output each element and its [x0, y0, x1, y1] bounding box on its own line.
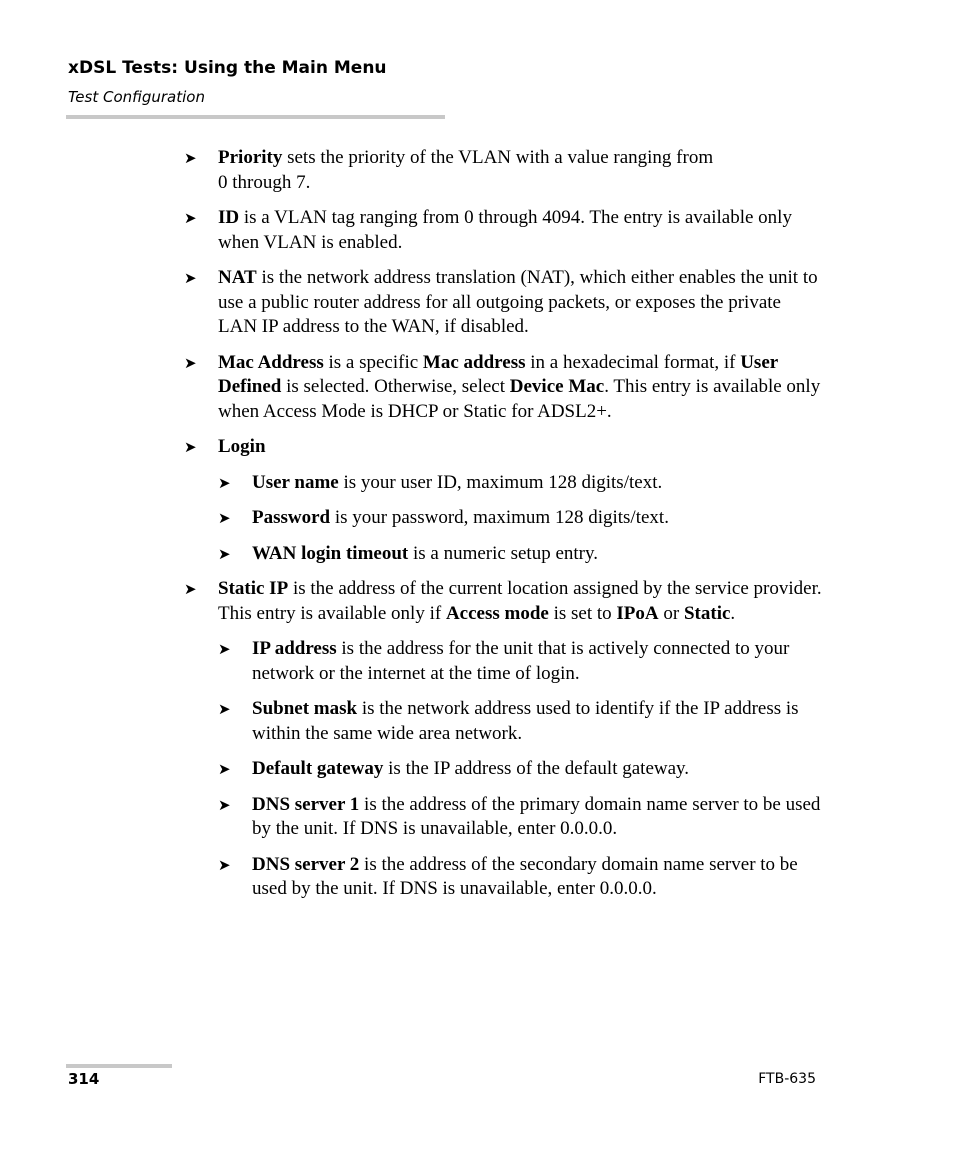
bold-term: Password — [252, 507, 331, 528]
bullet-text — [218, 267, 818, 337]
arrow-bullet-icon: ➤ — [218, 544, 231, 563]
text-run: is the IP address of the default gateway. — [383, 758, 690, 779]
bullet-item — [184, 146, 824, 195]
product-name: FTB-635 — [758, 1071, 816, 1087]
arrow-bullet-icon: ➤ — [218, 640, 231, 658]
page-number: 314 — [68, 1070, 100, 1088]
arrow-bullet-icon: ➤ — [218, 795, 231, 814]
bold-term: User name — [252, 471, 339, 493]
arrow-bullet-icon: ➤ — [218, 509, 231, 527]
text-run: is the address of the secondary domain name server to be used by the unit. If DNS is unavailable, enter 0.0.0.0. — [252, 853, 798, 899]
bold-term: Priority — [218, 147, 283, 168]
arrow-bullet-icon: ➤ — [184, 209, 197, 227]
running-header-title: xDSL Tests: Using the Main Menu — [68, 58, 387, 78]
bold-term: Mac Address — [218, 351, 324, 373]
text-run: in a hexadecimal format, if — [525, 351, 741, 373]
bold-term: ID — [218, 207, 240, 228]
bullet-text — [218, 352, 820, 422]
arrow-bullet-icon: ➤ — [184, 580, 197, 598]
arrow-bullet-icon: ➤ — [218, 855, 231, 874]
text-run: is the address of the current location assigned by the service provider. This entry is available only if — [218, 578, 822, 624]
bullet-text — [252, 794, 820, 840]
sub-bullet-item — [218, 853, 824, 902]
bullet-text — [218, 147, 713, 193]
bullet-text — [252, 698, 799, 744]
footer-divider — [66, 1064, 172, 1068]
text-run: is your user ID, maximum 128 digits/text. — [338, 471, 663, 493]
header-divider — [66, 115, 445, 119]
bullet-item — [184, 266, 824, 340]
sub-bullet-item — [218, 471, 824, 496]
arrow-bullet-icon: ➤ — [184, 438, 197, 456]
bullet-text — [252, 638, 789, 684]
bullet-text — [252, 543, 598, 564]
bold-term: Device Mac — [509, 376, 605, 397]
bullet-text — [218, 578, 822, 624]
body-content — [184, 146, 824, 913]
text-run: sets the priority of the VLAN with a value ranging from — [282, 147, 714, 168]
arrow-bullet-icon: ➤ — [184, 149, 197, 167]
bold-term: DNS server 2 — [252, 853, 360, 875]
text-run: is the network address used to identify if the IP address is within the same wide area network. — [252, 698, 799, 744]
text-run: is set to — [548, 602, 617, 624]
bullet-text — [252, 758, 689, 779]
text-run: is a VLAN tag ranging from 0 through 4094. The entry is available only when VLAN is enabled. — [218, 207, 792, 253]
arrow-bullet-icon: ➤ — [218, 473, 231, 492]
arrow-bullet-icon: ➤ — [184, 269, 197, 287]
bold-term: IPoA — [616, 602, 659, 624]
text-run: is a specific — [323, 351, 423, 373]
bold-term: NAT — [218, 267, 257, 288]
arrow-bullet-icon: ➤ — [184, 353, 197, 372]
bullet-text — [252, 507, 669, 528]
bold-term: DNS server 1 — [252, 793, 360, 815]
bold-term: Subnet mask — [252, 698, 358, 719]
sub-bullet-item — [218, 793, 824, 842]
text-run: is the address for the unit that is actively connected to your network or the internet at the time of login. — [252, 638, 790, 684]
bullet-text — [218, 207, 792, 253]
bullet-text — [252, 854, 798, 900]
sub-bullet-item — [218, 542, 824, 567]
arrow-bullet-icon: ➤ — [218, 700, 231, 718]
text-run: is your password, maximum 128 digits/text. — [330, 507, 669, 528]
text-run: 0 through 7. — [218, 171, 311, 193]
bold-term: Static — [683, 602, 731, 624]
bold-term: Access mode — [445, 602, 549, 624]
text-run: is the address of the primary domain name server to be used by the unit. If DNS is unavailable, enter 0.0.0.0. — [252, 793, 821, 839]
bold-term: Default gateway — [252, 758, 384, 779]
bullet-item — [184, 577, 824, 626]
bold-term: IP address — [252, 638, 337, 659]
bold-term: WAN login timeout — [252, 542, 409, 564]
bullet-item — [184, 351, 824, 425]
bold-term: Static IP — [218, 578, 289, 599]
bold-term: User Defined — [218, 351, 778, 397]
sub-bullet-item — [218, 637, 824, 686]
text-run: is a numeric setup entry. — [408, 542, 599, 564]
text-run: is selected. Otherwise, select — [281, 376, 510, 397]
bullet-text — [252, 472, 662, 493]
bullet-item — [184, 435, 824, 460]
bullet-text — [218, 436, 266, 457]
sub-bullet-item — [218, 506, 824, 531]
bold-term: Mac address — [422, 351, 526, 373]
text-run: or — [658, 602, 684, 624]
running-header-subtitle: Test Configuration — [68, 88, 205, 106]
sub-bullet-item — [218, 697, 824, 746]
text-run: . This entry is available only when Access Mode is DHCP or Static for ADSL2+. — [218, 376, 821, 422]
sub-bullet-item — [218, 757, 824, 782]
text-run: . — [730, 602, 736, 624]
text-run: is the network address translation (NAT), which either enables the unit to use a public router address for all outgoing packets, or exposes the private LAN IP address to the WAN, if disabled. — [218, 267, 818, 337]
arrow-bullet-icon: ➤ — [218, 760, 231, 778]
bullet-item — [184, 206, 824, 255]
bold-term: Login — [218, 436, 266, 457]
